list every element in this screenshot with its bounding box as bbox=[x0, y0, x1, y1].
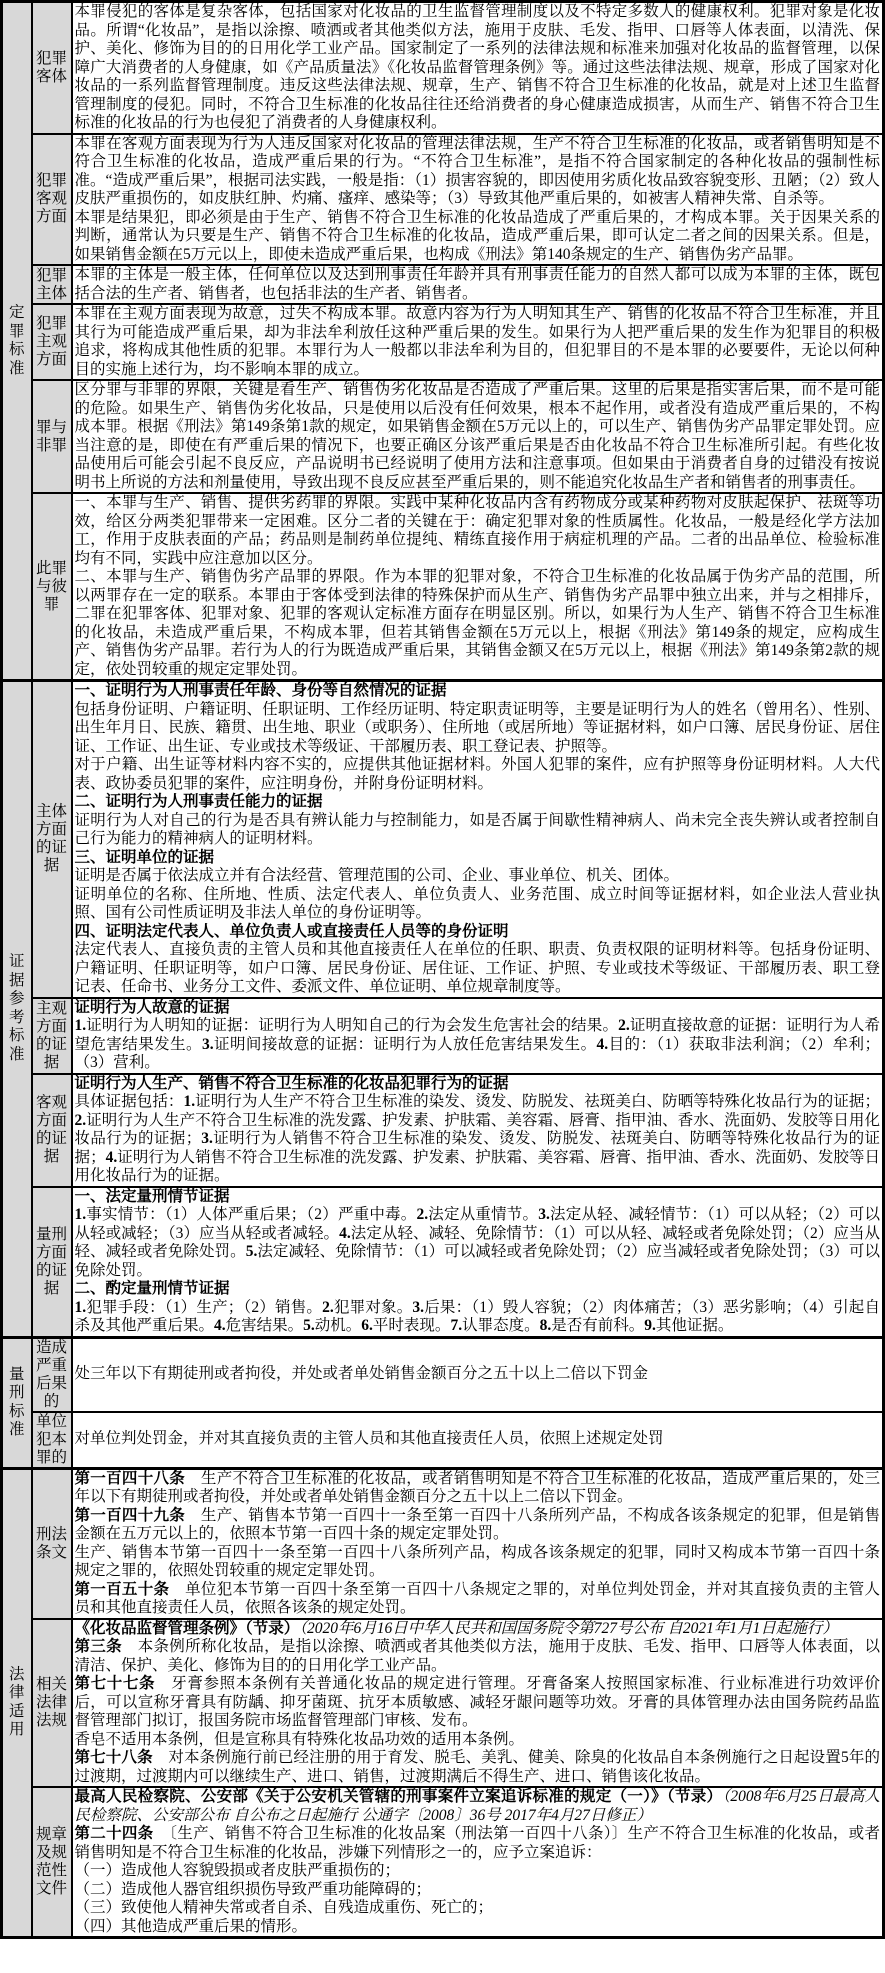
bold-text-run: 一、证明行为人刑事责任年龄、身份等自然情况的证据 bbox=[74, 682, 447, 699]
text-run: （一）造成他人容貌毁损或者皮肤严重损伤的； bbox=[74, 1862, 401, 1879]
text-run: 证明单位的名称、住所地、性质、法定代表人、单位负责人、业务范围、成立时间等证据材料，如企业法人营业执照、国有公司性质证明及非法人单位的身份证明等。 bbox=[74, 885, 880, 921]
paragraph bbox=[75, 1544, 881, 1581]
row-content-cell bbox=[72, 1187, 884, 1338]
text-run: 对单位判处罚金，并对其直接负责的主管人员和其他直接责任人员，依照上述规定处罚 bbox=[74, 1430, 664, 1448]
text-run: 证明行为人生产不符合卫生标准的洗发露、护发素、护肤霜、美容霜、唇膏、指甲油、香水、洗面奶、发胶等日用化妆品行为的证据； bbox=[74, 1111, 880, 1147]
paragraph bbox=[75, 305, 881, 379]
bold-text-run: 第二十四条 bbox=[74, 1825, 154, 1842]
row-label-cell: 规章及规范性文件 bbox=[32, 1787, 72, 1938]
row-label-cell: 犯罪客体 bbox=[32, 2, 72, 134]
paragraph bbox=[75, 1825, 881, 1862]
row-label-cell: 量刑方面的证据 bbox=[32, 1187, 72, 1338]
row-content-cell bbox=[72, 1337, 884, 1412]
text-run: 证明行为人销售不符合卫生标准的染发、烫发、防脱发、祛斑美白、防晒等特殊化妆品行为的证据； bbox=[74, 1130, 880, 1166]
row-label-cell: 主观方面的证据 bbox=[32, 998, 72, 1074]
paragraph bbox=[75, 266, 881, 303]
table-row bbox=[2, 1337, 884, 1412]
bold-text-run: 二、证明行为人刑事责任能力的证据 bbox=[74, 793, 323, 810]
text-run: 二、本罪与生产、销售伪劣产品罪的界限。作为本罪的犯罪对象，不符合卫生标准的化妆品属于伪劣产品的范围，所以两罪存在一定的联系。本罪由于客体受到法律的特殊保护而从生产、销售伪劣产品罪中独立出来，并与之相排斥，二罪在犯罪客体、犯罪对象、犯罪的客观认定标准方面存在明显区别。所以，如果行为人生产、销售不符合卫生标准的化妆品，未造成严重后果，不构成本罪，但若其销售金额在5万元以上，根据《刑法》第149条的规定，应构成生产、销售伪劣产品罪。若行为人的行为既造成严重后果，其销售金额又在5万元以上，根据《刑法》第149条第2款的规定，依处罚较重的规定定罪处罚。 bbox=[74, 568, 880, 678]
row-content-cell bbox=[72, 1074, 884, 1187]
paragraph bbox=[75, 1638, 881, 1675]
text-run: 一、本罪与生产、销售、提供劣药罪的界限。实践中某种化妆品内含有药物成分或某种药物对皮肤起保护、祛斑等功效，给区分两类犯罪带来一定困难。区分二者的关键在于：确定犯罪对象的性质属性。化妆品，一般是经化学方法加工，作用于皮肤表面的产品；药品则是制药单位提纯、精练直接作用于病症机理的产品。二者的出品单位、检验标准均有不同，实践中应注意加以区分。 bbox=[74, 494, 880, 567]
text-run: 是否有前科。 bbox=[551, 1317, 645, 1334]
paragraph bbox=[75, 3, 881, 133]
paragraph bbox=[75, 1862, 881, 1881]
paragraph bbox=[75, 793, 881, 812]
text-run: 证明行为人销售不符合卫生标准的洗发露、护发素、护肤霜、美容霜、唇膏、指甲油、香水、洗面奶、发胶等日用化妆品行为的证据。 bbox=[74, 1148, 880, 1184]
bold-text-run: 1. bbox=[74, 1206, 87, 1223]
bold-text-run: 2. bbox=[416, 1206, 429, 1223]
bold-text-run: 2. bbox=[74, 1111, 87, 1129]
table-row bbox=[2, 1074, 884, 1187]
row-label-cell: 刑法条文 bbox=[32, 1468, 72, 1619]
paragraph bbox=[75, 1675, 881, 1731]
text-run: 证明行为人生产不符合卫生标准的染发、烫发、防脱发、祛斑美白、防晒等特殊化妆品行为的证据； bbox=[195, 1093, 880, 1110]
paragraph bbox=[75, 1788, 881, 1825]
paragraph bbox=[75, 756, 881, 793]
text-run: 单位犯本节第一百四十条至第一百四十八条规定之罪的，对单位判处罚金，并对其直接负责的主管人员和其他直接责任人员，依照各该条的规定处罚。 bbox=[74, 1580, 880, 1616]
bold-text-run: 1. bbox=[74, 1298, 87, 1316]
row-content-cell bbox=[72, 304, 884, 380]
bold-text-run: 最高人民检察院、公安部《关于公安机关管辖的刑事案件立案追诉标准的规定（一）》（节录） bbox=[74, 1788, 723, 1805]
paragraph bbox=[75, 1206, 881, 1280]
row-label-cell: 犯罪客观方面 bbox=[32, 134, 72, 266]
text-run: （二）造成他人器官组织损伤导致严重功能障碍的； bbox=[74, 1880, 432, 1898]
bold-text-run: 3. bbox=[538, 1206, 550, 1223]
bold-text-run: 4. bbox=[214, 1317, 226, 1334]
bold-text-run: 证明行为人生产、销售不符合卫生标准的化妆品犯罪行为的证据 bbox=[74, 1074, 509, 1092]
paragraph bbox=[75, 923, 881, 942]
text-run: 区分罪与非罪的界限，关键是看生产、销售伪劣化妆品是否造成了严重后果。这里的后果是指实害后果，而不是可能的危险。如果生产、销售伪劣化妆品，只是使用以后没有任何效果，根本不起作用，或者没有造成严重后果的，不构成本罪。根据《刑法》第149条第1款的规定，如果销售金额在5万元以上的，可以生产、销售伪劣产品罪定罪处罚。应当注意的是，即使在有严重后果的情况下，也要正确区分该严重后果是否由化妆品不符合卫生标准所引起。有些化妆品使用后可能会引起不良反应，产品说明书已经说明了使用方法和注意事项。但如果由于消费者自身的过错没有按说明书上所说的方法和剂量使用，导致出现不良反应甚至严重后果的，则不能追究化妆品生产者和销售者的刑事责任。 bbox=[74, 381, 880, 491]
bold-text-run: 证明行为人故意的证据 bbox=[74, 998, 230, 1016]
text-run: 平时表现。 bbox=[372, 1317, 451, 1334]
paragraph bbox=[75, 1507, 881, 1544]
row-content-cell bbox=[72, 134, 884, 266]
group-label-cell: 证据参考标准 bbox=[2, 681, 32, 1338]
bold-text-run: 1. bbox=[183, 1093, 196, 1110]
paragraph bbox=[75, 701, 881, 757]
paragraph bbox=[75, 1093, 881, 1186]
text-run: 证明行为人明知的证据：证明行为人明知自己的行为会发生危害社会的结果。 bbox=[86, 1017, 619, 1034]
text-run: 生产、销售本节第一百四十一条至第一百四十八条所列产品，不构成各该条规定的犯罪，但是销售金额在五万元以上的，依照本节第一百四十条的规定定罪处罚。 bbox=[74, 1506, 880, 1542]
text-run: 法定从轻、减轻情节：（1）可以从轻；（2）可以从轻或减轻；（3）应当从轻或者减轻。 bbox=[74, 1206, 880, 1242]
paragraph bbox=[75, 1470, 881, 1507]
paragraph bbox=[75, 1430, 881, 1449]
paragraph bbox=[75, 1899, 881, 1918]
paragraph bbox=[75, 1280, 881, 1299]
text-run: 本罪的主体是一般主体，任何单位以及达到刑事责任年龄并具有刑事责任能力的自然人都可以成为本罪的主体，既包括合法的生产者、销售者，也包括非法的生产者、销售者。 bbox=[74, 266, 880, 302]
row-content-cell bbox=[72, 998, 884, 1074]
paragraph bbox=[75, 568, 881, 679]
row-content-cell bbox=[72, 1468, 884, 1619]
row-label-cell: 主体方面的证据 bbox=[32, 681, 72, 998]
text-run: 生产不符合卫生标准的化妆品，或者销售明知是不符合卫生标准的化妆品，造成严重后果的，处三年以下有期徒刑或者拘役，并处或者单处销售金额百分之五十以上二倍以下罚金。 bbox=[74, 1469, 880, 1505]
text-run: 其他证据。 bbox=[655, 1317, 734, 1334]
text-run: 〔生产、销售不符合卫生标准的化妆品案（刑法第一百四十八条）〕生产不符合卫生标准的化妆品，或者销售明知是不符合卫生标准的化妆品，涉嫌下列情形之一的，应予立案追诉： bbox=[74, 1825, 880, 1861]
row-content-cell bbox=[72, 2, 884, 134]
paragraph bbox=[75, 812, 881, 849]
table-row bbox=[2, 2, 884, 134]
text-run: 对本条例施行前已经注册的用于育发、脱毛、美乳、健美、除臭的化妆品自本条例施行之日起设置5年的过渡期，过渡期内可以继续生产、进口、销售，过渡期满后不得生产、进口、销售该化妆品。 bbox=[74, 1749, 880, 1785]
row-label-cell: 罪与非罪 bbox=[32, 380, 72, 493]
bold-text-run: 2. bbox=[618, 1017, 630, 1034]
row-label-cell: 犯罪主体 bbox=[32, 265, 72, 304]
table-row bbox=[2, 1468, 884, 1619]
text-run: 证明间接故意的证据：证明行为人放任危害结果发生。 bbox=[213, 1035, 597, 1053]
text-run: 牙膏参照本条例有关普通化妆品的规定进行管理。牙膏备案人按照国家标准、行业标准进行功效评价后，可以宣称牙膏具有防龋、抑牙菌斑、抗牙本质敏感、减轻牙龈问题等功效。牙膏的具体管理办法由国务院药品监督管理部门拟订，报国务院市场监督管理部门审核、发布。 bbox=[74, 1675, 880, 1729]
paragraph bbox=[75, 381, 881, 492]
bold-text-run: 第七十八条 bbox=[74, 1749, 153, 1766]
table-row bbox=[2, 1787, 884, 1938]
row-content-cell bbox=[72, 1787, 884, 1938]
paragraph bbox=[75, 1299, 881, 1336]
italic-text-run: （2020年6月16日中华人民共和国国务院令第727号公布 自2021年1月1日起施行） bbox=[299, 1619, 838, 1637]
bold-text-run: 7. bbox=[450, 1317, 463, 1334]
paragraph bbox=[75, 941, 881, 997]
paragraph bbox=[75, 1075, 881, 1094]
text-run: 本罪在主观方面表现为故意，过失不构成本罪。故意内容为行为人明知其生产、销售的化妆品不符合卫生标准，并且其行为可能造成严重后果，却为非法牟利放任这种严重后果的发生。如果行为人把严重后果的发生作为犯罪目的积极追求，将构成其他性质的犯罪。本罪行为人一般都以非法牟利为目的，但犯罪目的不是本罪的必要要件，无论以何种目的实施上述行为，均不影响本罪的成立。 bbox=[74, 305, 880, 378]
text-run: 证明直接故意的证据：证明行为人希望危害结果发生。 bbox=[74, 1017, 880, 1053]
bold-text-run: 5. bbox=[245, 1243, 258, 1260]
row-label-cell: 此罪与彼罪 bbox=[32, 493, 72, 681]
paragraph bbox=[75, 682, 881, 701]
paragraph bbox=[75, 135, 881, 209]
table-row bbox=[2, 1187, 884, 1338]
bold-text-run: 第七十七条 bbox=[74, 1675, 156, 1692]
text-run: 本罪侵犯的客体是复杂客体，包括国家对化妆品的卫生监督管理制度以及不特定多数人的健康权利。犯罪对象是化妆品。所谓“化妆品”，是指以涂擦、喷洒或者其他类似方法，施用于皮肤、毛发、指甲、口唇等人体表面，以清洗、保护、美化、修饰为目的的日用化学工业产品。国家制定了一系列的法律法规和标准来加强对化妆品的监督管理，以保障广大消费者的人身健康，如《产品质量法》《化妆品监督管理条例》等。通过这些法律法规、规章，形成了国家对化妆品的一系列监督管理制度。违反这些法律法规、规章，生产、销售不符合卫生标准的化妆品，就是对上述卫生监督管理制度的侵犯。同时，不符合卫生标准的化妆品往往还给消费者的身心健康造成损害，从而生产、销售不符合卫生标准的化妆品的行为也侵犯了消费者的人身健康权利。 bbox=[74, 3, 880, 131]
group-label-cell: 法律适用 bbox=[2, 1468, 32, 1938]
text-run: 香皂不适用本条例，但是宣称具有特殊化妆品功效的适用本条例。 bbox=[74, 1730, 525, 1748]
text-run: 法定减轻、免除情节：（1）可以减轻或者免除处罚；（2）应当减轻或者免除处罚；（3）可以免除处罚。 bbox=[74, 1243, 880, 1279]
text-run: 本罪是结果犯，即必须是由于生产、销售不符合卫生标准的化妆品造成了严重后果的，才构成本罪。关于因果关系的判断，通常认为只要是生产、销售不符合卫生标准的化妆品，造成严重后果，即可认定二者之间的因果关系。但是，如果销售金额在5万元以上，即使未造成严重后果，也构成《刑法》第140条规定的生产、销售伪劣产品罪。 bbox=[74, 208, 880, 263]
bold-text-run: 《化妆品监督管理条例》（节录） bbox=[74, 1619, 300, 1637]
table-row bbox=[2, 1412, 884, 1469]
text-run: 本条例所称化妆品，是指以涂擦、喷洒或者其他类似方法，施用于皮肤、毛发、指甲、口唇等人体表面，以清洁、保护、美化、修饰为目的的日用化学工业产品。 bbox=[74, 1638, 880, 1674]
bold-text-run: 8. bbox=[539, 1317, 552, 1334]
text-run: 动机。 bbox=[314, 1317, 362, 1334]
bold-text-run: 三、证明单位的证据 bbox=[74, 848, 215, 866]
text-run: 包括身份证明、户籍证明、任职证明、工作经历证明、特定职责证明等，主要是证明行为人的姓名（曾用名）、性别、出生年月日、民族、籍贯、出生地、职业（或职务）、住所地（或居所地）等证据材料，如户口簿、居民身份证、居住证、工作证、出生证、专业或技术等级证、干部履历表、职工登记表、护照等。 bbox=[74, 700, 880, 755]
legal-table-body bbox=[2, 2, 884, 1938]
row-label-cell: 造成严重后果的 bbox=[32, 1337, 72, 1412]
text-run: 事实情节：（1）人体严重后果；（2）严重中毒。 bbox=[86, 1206, 417, 1223]
table-row bbox=[2, 304, 884, 380]
paragraph bbox=[75, 999, 881, 1018]
paragraph bbox=[75, 494, 881, 568]
bold-text-run: 二、酌定量刑情节证据 bbox=[74, 1280, 230, 1297]
row-content-cell bbox=[72, 493, 884, 681]
text-run: 证明行为人对自己的行为是否具有辨认能力与控制能力，如是否属于间歇性精神病人、尚未完全丧失辨认或者控制自己行为能力的精神病人的证明材料。 bbox=[74, 811, 880, 847]
table-row bbox=[2, 1619, 884, 1788]
bold-text-run: 第一百四十八条 bbox=[74, 1469, 186, 1487]
text-run: （三）致使他人精神失常或者自杀、自残造成重伤、死亡的； bbox=[74, 1899, 494, 1916]
text-run: 后果：（1）毁人容貌；（2）肉体痛苦；（3）恶劣影响；（4）引起自杀及其他严重后果。 bbox=[74, 1298, 880, 1334]
bold-text-run: 一、法定量刑情节证据 bbox=[74, 1187, 230, 1205]
paragraph bbox=[75, 1017, 881, 1073]
row-label-cell: 犯罪主观方面 bbox=[32, 304, 72, 380]
text-run: 犯罪手段：（1）生产；（2）销售。 bbox=[86, 1298, 323, 1316]
row-content-cell bbox=[72, 681, 884, 998]
group-label-cell: 量刑标准 bbox=[2, 1337, 32, 1468]
bold-text-run: 5. bbox=[303, 1317, 315, 1334]
table-row bbox=[2, 134, 884, 266]
row-content-cell bbox=[72, 265, 884, 304]
text-run: 危害结果。 bbox=[225, 1317, 304, 1334]
paragraph bbox=[75, 1749, 881, 1786]
text-run: 处三年以下有期徒刑或者拘役，并处或者单处销售金额百分之五十以上二倍以下罚金 bbox=[74, 1365, 649, 1383]
bold-text-run: 2. bbox=[322, 1298, 334, 1316]
text-run: 具体证据包括： bbox=[74, 1093, 184, 1110]
table-row bbox=[2, 380, 884, 493]
text-run: 法定从轻、减轻、免除情节：（1）可以从轻、减轻或者免除处罚；（2）应当从轻、减轻或者免除处罚。 bbox=[74, 1224, 880, 1260]
italic-text-run: （2008年6月25日最高人民检察院、公安部公布 自公布之日起施行 公通字〔2008〕36号 2017年4月27日修正） bbox=[74, 1788, 880, 1824]
paragraph bbox=[75, 209, 881, 265]
text-run: 法定从重情节。 bbox=[428, 1206, 539, 1223]
table-row bbox=[2, 493, 884, 681]
bold-text-run: 1. bbox=[74, 1017, 87, 1034]
bold-text-run: 第三条 bbox=[74, 1638, 122, 1655]
bold-text-run: 4. bbox=[596, 1035, 609, 1053]
text-run: 本罪在客观方面表现为行为人违反国家对化妆品的管理法律法规，生产不符合卫生标准的化妆品，或者销售明知是不符合卫生标准的化妆品，造成严重后果的行为。“不符合卫生标准”，是指不符合国家制定的各种化妆品的强制性标准。“造成严重后果”，根据司法实践，一般是指：（1）损害容貌的，即因使用劣质化妆品致容貌变形、丑陋；（2）致人皮肤严重损伤的，如皮肤红肿、灼痛、瘙痒、感染等；（3）导致其他严重后果的，如被害人精神失常、自杀等。 bbox=[74, 134, 880, 207]
bold-text-run: 第一百五十条 bbox=[74, 1580, 170, 1598]
text-run: 犯罪对象。 bbox=[333, 1298, 413, 1316]
bold-text-run: 3. bbox=[412, 1298, 425, 1316]
bold-text-run: 3. bbox=[202, 1035, 214, 1053]
bold-text-run: 6. bbox=[361, 1317, 373, 1334]
row-content-cell bbox=[72, 1412, 884, 1469]
bold-text-run: 4. bbox=[105, 1148, 118, 1166]
bold-text-run: 9. bbox=[644, 1317, 656, 1334]
text-run: 生产、销售本节第一百四十一条至第一百四十八条所列产品，构成各该条规定的犯罪，同时又构成本节第一百四十条规定之罪的，依照处罚较重的规定定罪处罚。 bbox=[74, 1543, 880, 1579]
paragraph bbox=[75, 1581, 881, 1618]
bold-text-run: 四、证明法定代表人、单位负责人或直接责任人员等的身份证明 bbox=[74, 922, 509, 940]
row-label-cell: 客观方面的证据 bbox=[32, 1074, 72, 1187]
paragraph bbox=[75, 867, 881, 886]
group-label-cell: 定罪标准 bbox=[2, 2, 32, 681]
paragraph bbox=[75, 1620, 881, 1639]
text-run: 证明是否属于依法成立并有合法经营、管理范围的公司、企业、事业单位、机关、团体。 bbox=[74, 867, 680, 884]
paragraph bbox=[75, 1918, 881, 1937]
table-row bbox=[2, 998, 884, 1074]
paragraph bbox=[75, 849, 881, 868]
row-content-cell bbox=[72, 380, 884, 493]
row-label-cell: 相关法律法规 bbox=[32, 1619, 72, 1788]
row-content-cell bbox=[72, 1619, 884, 1788]
paragraph bbox=[75, 1881, 881, 1900]
paragraph bbox=[75, 1188, 881, 1207]
bold-text-run: 3. bbox=[201, 1130, 213, 1147]
text-run: 法定代表人、直接负责的主管人员和其他直接责任人在单位的任职、职责、负责权限的证明材料等。包括身份证明、户籍证明、任职证明等，如户口簿、居民身份证、居住证、工作证、护照、专业或技术等级证、干部履历表、职工登记表、任命书、业务分工文件、委派文件、单位证明、单位规章制度等。 bbox=[74, 941, 880, 995]
bold-text-run: 第一百四十九条 bbox=[74, 1506, 186, 1524]
paragraph bbox=[75, 1365, 881, 1384]
text-run: 认罪态度。 bbox=[462, 1317, 540, 1334]
table-row bbox=[2, 681, 884, 998]
text-run: 目的：（1）获取非法利润；（2）牟利；（3）营利。 bbox=[74, 1035, 880, 1071]
text-run: 对于户籍、出生证等材料内容不实的，应提供其他证据材料。外国人犯罪的案件，应有护照等身份证明材料。人大代表、政协委员犯罪的案件，应注明身份，并附身份证明材料。 bbox=[74, 756, 880, 792]
row-label-cell: 单位犯本罪的 bbox=[32, 1412, 72, 1469]
text-run: （四）其他造成严重后果的情形。 bbox=[74, 1917, 308, 1935]
paragraph bbox=[75, 1731, 881, 1750]
paragraph bbox=[75, 886, 881, 923]
bold-text-run: 4. bbox=[339, 1224, 351, 1242]
table-row bbox=[2, 265, 884, 304]
